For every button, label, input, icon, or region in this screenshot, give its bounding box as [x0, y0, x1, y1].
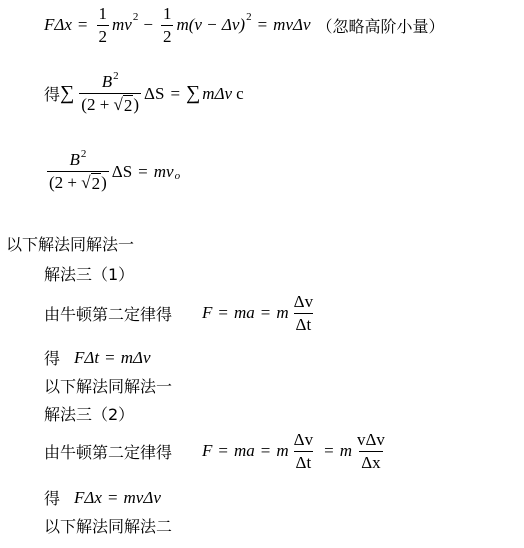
fraction-half-2: $\frac{1}{2}$ [162, 4, 172, 46]
result-mvDv: mvΔv [273, 15, 311, 35]
equation-energy: FΔx = $\frac{1}{2}$ mv 2 − $\frac{1}{2}$ m(v − Δv) 2 = mvΔv （忽略高阶小量） [44, 4, 445, 46]
method3-part2-heading: 解法三（2） [44, 405, 135, 424]
newton-line-2: 由牛顿第二定律得 F = ma = m $\frac{\Delta v}{\Delta t}$ = m $\frac{\text{vΔv}}{\Delta x}$ [44, 430, 385, 472]
sum-symbol-2: ∑ [186, 82, 201, 105]
fraction-dv-dt: $\frac{\Delta v}{\Delta t}$ [293, 292, 314, 334]
fraction-B2: $B^2$ (2 + √ 2 ) [81, 70, 140, 115]
equation-sum: 得 ∑ $B^2$ (2 + √ 2 ) ΔS = ∑ mΔv c [44, 70, 244, 115]
sqrt: √ 2 [113, 94, 133, 115]
same-as-method2: 以下解法同解法二 [44, 517, 173, 536]
note-neglect: （忽略高阶小量） [316, 16, 445, 36]
newton-line-1: 由牛顿第二定律得 F = ma = m $\frac{\Delta v}{\Delta t}$ [44, 292, 314, 334]
sum-symbol: ∑ [60, 82, 75, 105]
fraction-vdv-dx: $\frac{\text{vΔv}}{\Delta x}$ [356, 430, 385, 472]
same-as-method1: 以下解法同解法一 [6, 235, 135, 254]
lhs-FDx: FΔx [44, 15, 72, 35]
same-as-method1-b: 以下解法同解法一 [44, 377, 173, 396]
impulse-line: 得 FΔt = mΔv [44, 347, 151, 368]
method3-part1-heading: 解法三（1） [44, 265, 135, 284]
fraction-B2-b: $B^2$ (2 + √ 2 ) [49, 148, 107, 193]
work-line: 得 FΔx = mvΔv [44, 487, 161, 508]
fraction-dv-dt-2: $\frac{\Delta v}{\Delta t}$ [293, 430, 314, 472]
equation-result: $B^2$ (2 + √ 2 ) ΔS = mv o [49, 148, 181, 193]
fraction-half-1: $\frac{1}{2}$ [98, 4, 108, 46]
